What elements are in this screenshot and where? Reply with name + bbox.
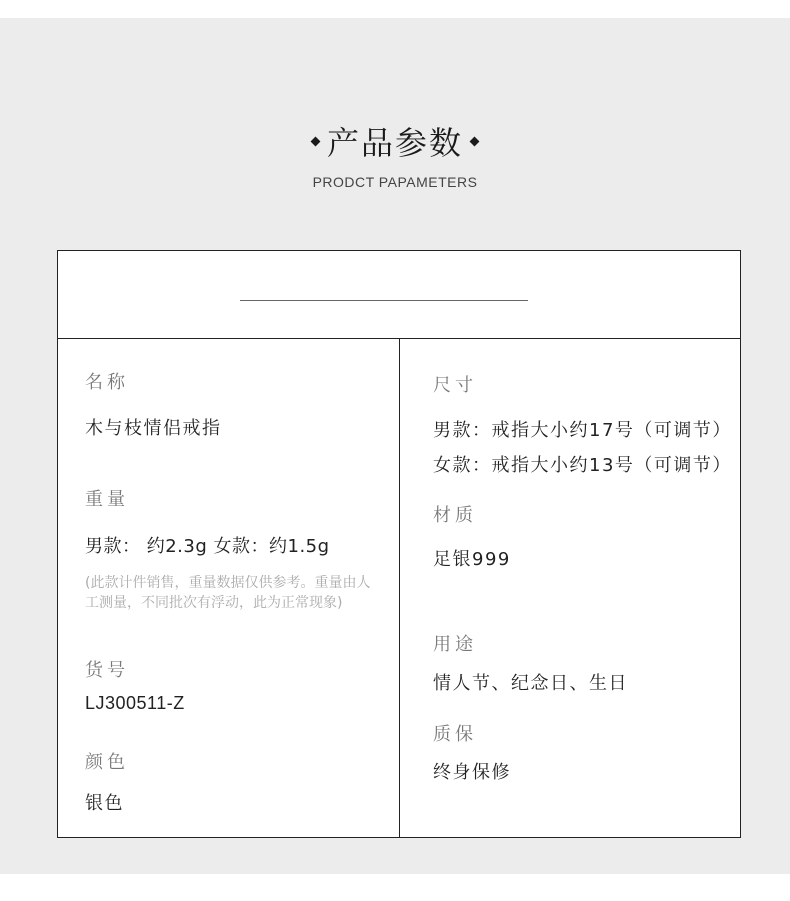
size-women-value: 女款：戒指大小约13号（可调节）	[433, 455, 732, 476]
diamond-left-icon	[311, 136, 321, 146]
page-title	[312, 118, 478, 164]
size-men-value: 男款：戒指大小约17号（可调节）	[433, 420, 732, 441]
column-divider	[399, 338, 400, 838]
warranty-label: 质保	[433, 724, 477, 745]
params-table	[57, 250, 741, 838]
page-title-text: 产品参数	[326, 124, 463, 162]
sku-label: 货号	[85, 660, 129, 681]
size-label: 尺寸	[433, 375, 477, 396]
name-value: 木与枝情侣戒指	[85, 418, 222, 439]
weight-label: 重量	[85, 489, 129, 510]
diamond-right-icon	[470, 136, 480, 146]
header-divider-line	[240, 300, 528, 301]
warranty-value: 终身保修	[433, 762, 511, 783]
usage-label: 用途	[433, 634, 477, 655]
color-value: 银色	[85, 793, 124, 814]
usage-value: 情人节、纪念日、生日	[433, 673, 628, 694]
weight-note: (此款计件销售，重量数据仅供参考。重量由人工测量，不同批次有浮动，此为正常现象)	[85, 575, 371, 611]
page-subtitle: PRODCT PAPAMETERS	[312, 174, 478, 190]
material-label: 材质	[433, 505, 477, 526]
table-header-row	[58, 251, 740, 339]
color-label: 颜色	[85, 752, 129, 773]
name-label: 名称	[85, 372, 129, 393]
weight-value: 男款： 约2.3g 女款：约1.5g	[85, 536, 330, 557]
sku-value: LJ300511-Z	[85, 693, 185, 713]
title-wrap	[0, 118, 790, 164]
material-value: 足银999	[433, 549, 511, 570]
